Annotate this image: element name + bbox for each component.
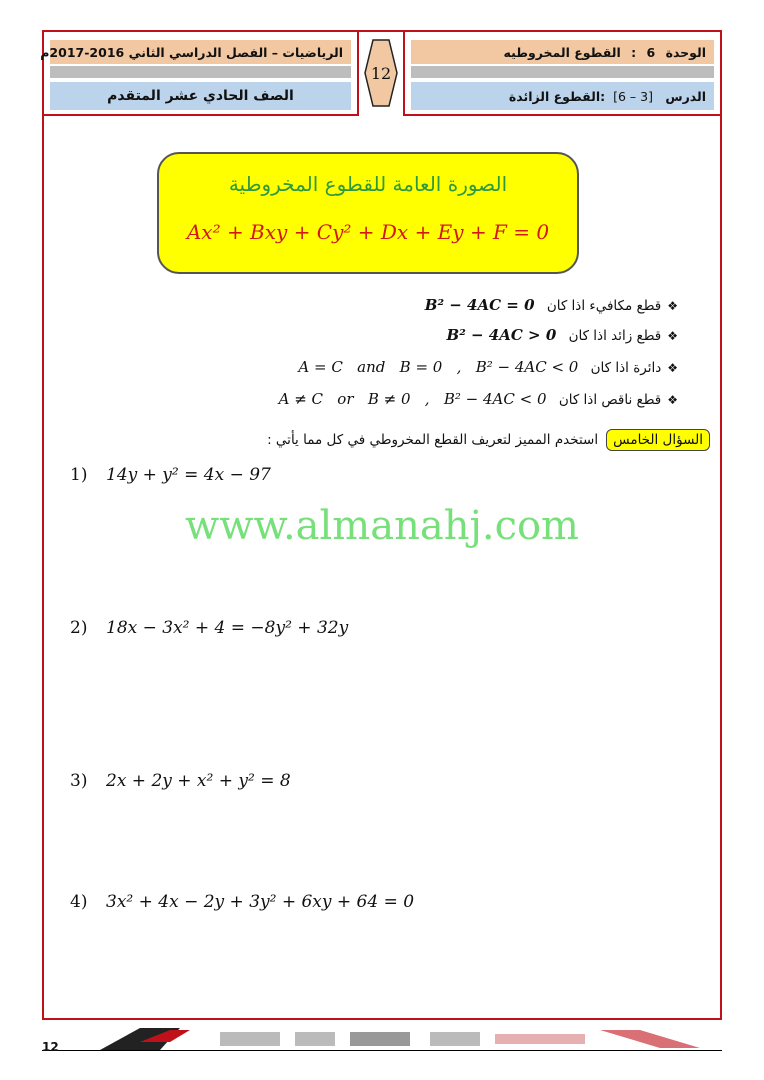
problem-item: 2) 18x − 3x² + 4 = −8y² + 32y xyxy=(70,618,349,638)
header-subject: الرياضيات – الفصل الدراسي الثاني 2016-2017م xyxy=(40,44,343,60)
bullet-hyperbola: ❖قطع زائد اذا كان B² − 4AC > 0 xyxy=(446,326,678,344)
problem-item: 3) 2x + 2y + x² + y² = 8 xyxy=(70,771,291,791)
bullet-circle: ❖دائرة اذا كان A = C and B = 0 , B² − 4AC < 0 xyxy=(298,358,678,376)
header-lesson: الدرس [6 – 3]:القطوع الزائدة xyxy=(508,88,706,104)
general-form-box xyxy=(157,152,579,274)
question-text: استخدم المميز لتعريف القطع المخروطي في كل مما يأتي : xyxy=(267,432,599,448)
header-left-bottom-band xyxy=(50,82,351,110)
problem-item: 1) 14y + y² = 4x − 97 xyxy=(70,465,271,485)
header-left-grey-band xyxy=(50,66,351,78)
badge-number: 12 xyxy=(370,64,392,83)
diamond-bullet-icon: ❖ xyxy=(667,329,678,343)
diamond-bullet-icon: ❖ xyxy=(667,361,678,375)
general-form-equation: Ax² + Bxy + Cy² + Dx + Ey + F = 0 xyxy=(186,220,550,244)
watermark: www.almanahj.com xyxy=(184,503,579,549)
bullet-parabola: ❖قطع مكافيء اذا كان B² − 4AC = 0 xyxy=(424,296,678,314)
header-left-box xyxy=(42,30,359,116)
question-tag: السؤال الخامس xyxy=(606,429,710,451)
header-grade: الصف الحادي عشر المتقدم xyxy=(107,88,294,104)
problem-item: 4) 3x² + 4x − 2y + 3y² + 6xy + 64 = 0 xyxy=(70,892,415,912)
header-right-bottom-band xyxy=(411,82,714,110)
header-left-top-band xyxy=(40,40,351,64)
question-line xyxy=(267,429,710,451)
bullet-ellipse: ❖قطع ناقص اذا كان A ≠ C or B ≠ 0 , B² − 4AC < 0 xyxy=(278,390,678,408)
page-number: 12 xyxy=(42,1040,59,1054)
footer-line xyxy=(42,1050,722,1051)
header-unit: الوحدة 6 : القطوع المخروطيه xyxy=(503,44,706,60)
header-right-box xyxy=(403,30,722,116)
general-form-title: الصورة العامة للقطوع المخروطية xyxy=(228,172,508,196)
header-right-grey-band xyxy=(411,66,714,78)
diamond-bullet-icon: ❖ xyxy=(667,393,678,407)
header-right-top-band xyxy=(411,40,714,64)
page-badge-hexagon xyxy=(364,38,398,108)
diamond-bullet-icon: ❖ xyxy=(667,299,678,313)
